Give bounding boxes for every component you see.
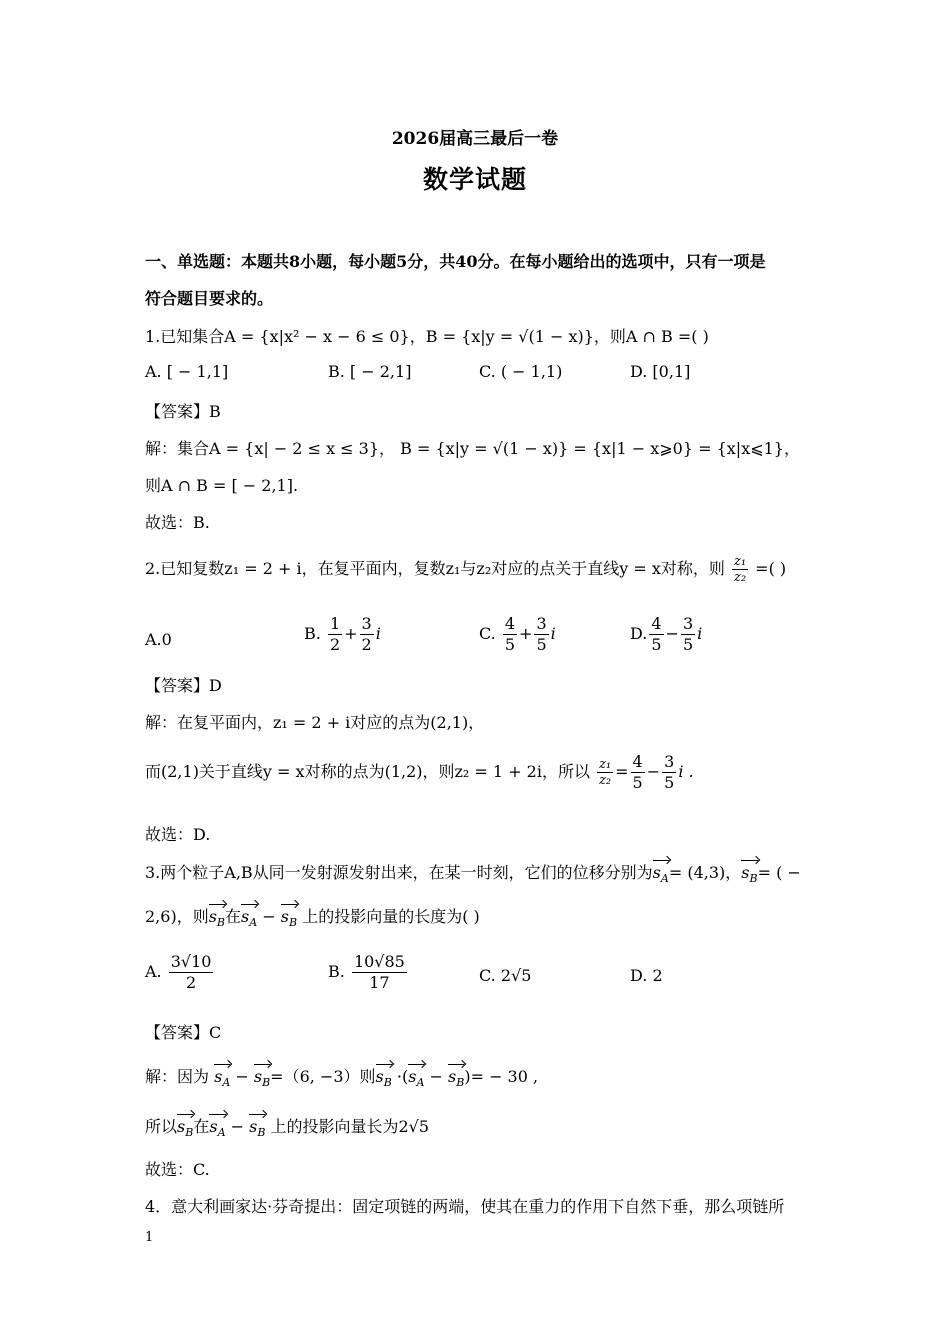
q2-option-c-frac1 xyxy=(503,614,517,655)
q3-option-c xyxy=(479,966,531,985)
q3-option-a-frac xyxy=(169,952,214,993)
q1-solution-line2: 则A ∩ B = [ − 2,1]. xyxy=(145,476,299,495)
q2-solution-frac2 xyxy=(662,752,676,793)
q1-option-d: D. [0,1] xyxy=(630,362,691,381)
frac-den: z₂ xyxy=(599,773,612,788)
section-heading-line1: 一、单选题：本题共8小题，每小题5分，共40分。在每小题给出的选项中，只有一项是 xyxy=(145,252,766,271)
q2-option-d-frac1 xyxy=(649,614,663,655)
q3-option-a xyxy=(145,952,215,993)
q3-option-b-frac xyxy=(352,952,407,993)
q2-option-b xyxy=(304,614,381,655)
frac-num: 4 xyxy=(504,614,516,633)
vector-sa: $s_A$ xyxy=(408,1067,425,1090)
q3-stem-line1-tail: = (4,3)， xyxy=(668,863,742,882)
q2-stem xyxy=(145,554,786,585)
q2-option-d-tail: i xyxy=(697,624,703,643)
q2-choice: 故选：D. xyxy=(145,825,211,844)
q2-solution-line2-prefix: 而(2,1)关于直线y = x对称的点为(1,2)，则z₂ = 1 + 2i，所以 xyxy=(145,762,590,781)
q2-solution-frac1 xyxy=(631,752,645,793)
frac-den: 5 xyxy=(651,635,662,654)
q1-option-a: A. [ − 1,1] xyxy=(145,362,229,381)
exam-title: 数学试题 xyxy=(422,165,527,194)
q2-solution-line2 xyxy=(145,752,694,793)
q2-option-a: A.0 xyxy=(145,630,172,649)
q3-solution-line1: 解：因为 $s_A - s_B=(6$, −3）则$s_B \cdot(s_A - s_B)= - 30$ , xyxy=(145,1067,539,1090)
frac-den: 2 xyxy=(361,635,372,654)
q4-stem-line1: 4．意大利画家达·芬奇提出：固定项链的两端，使其在重力的作用下自然下垂，那么项链所 xyxy=(145,1197,785,1216)
frac-num: 3 xyxy=(536,614,547,633)
q3-solution-line1-tail: )= − 30 , xyxy=(464,1067,539,1086)
q3-stem-line2-mid: 在 xyxy=(225,907,242,926)
q3-option-b-label: B. xyxy=(328,962,345,981)
section-heading-line2: 符合题目要求的。 xyxy=(145,289,274,308)
q2-option-d-label: D. xyxy=(630,624,648,643)
q3-choice: 故选：C. xyxy=(145,1160,210,1179)
q2-option-c-tail: i xyxy=(550,624,556,643)
vector-sa: $s_A$ xyxy=(241,907,258,930)
q3-option-d-value: 2 xyxy=(652,966,663,985)
frac-den: 5 xyxy=(682,635,694,654)
q2-option-c-frac2 xyxy=(534,614,548,655)
frac-num: 3√10 xyxy=(170,952,212,971)
frac-num: 4 xyxy=(651,614,662,633)
q3-option-c-value: 2√5 xyxy=(500,966,532,985)
q3-solution-line1-mid: =（6, −3）则 xyxy=(270,1067,376,1086)
q2-option-b-label: B. xyxy=(304,624,321,643)
frac-num: 10√85 xyxy=(353,952,405,971)
vector-sb: $s_B$ xyxy=(375,1067,392,1090)
q2-answer: 【答案】D xyxy=(145,676,222,695)
q3-stem-line2-suffix: 上的投影向量的长度为( ) xyxy=(302,907,480,926)
frac-den: 5 xyxy=(536,635,547,654)
q3-solution-line2-tail: 上的投影向量长为2√5 xyxy=(270,1117,430,1136)
q3-solution-line2-mid: 在 xyxy=(193,1117,210,1136)
vector-sa: $s_A$ xyxy=(652,863,669,886)
vector-sb: $s_B$ xyxy=(741,863,758,886)
q3-stem-line1-tail2: = ( − xyxy=(757,863,801,882)
frac-num: 4 xyxy=(632,752,643,771)
frac-den: 17 xyxy=(369,973,390,992)
vector-sb: $s_B$ xyxy=(280,907,298,930)
q3-option-c-label: C. xyxy=(479,966,496,985)
q2-stem-fraction xyxy=(732,554,748,585)
q3-solution-line2: 所以$s_B$在$s_A - s_B$ 上的投影向量长为2√5 xyxy=(145,1117,430,1140)
q2-option-c-op: + xyxy=(519,624,533,643)
q3-solution-line2-prefix: 所以 xyxy=(145,1117,178,1136)
vector-sa: $s_A$ xyxy=(209,1117,226,1140)
q2-solution-line1: 解：在复平面内，z₁ = 2 + i对应的点为(2,1)， xyxy=(145,713,485,732)
q2-frac-num: z₁ xyxy=(734,554,747,569)
q2-option-d-frac2 xyxy=(681,614,695,655)
vector-sa: $s_A$ xyxy=(214,1067,231,1090)
q1-choice: 故选：B. xyxy=(145,513,210,532)
frac-den: 2 xyxy=(329,635,341,654)
q1-option-b: B. [ − 2,1] xyxy=(328,362,412,381)
frac-num: 3 xyxy=(361,614,372,633)
exam-subtitle: 2026届高三最后一卷 xyxy=(391,129,559,149)
frac-num: 3 xyxy=(664,752,675,771)
q2-option-b-tail: i xyxy=(375,624,381,643)
q2-solution-op: − xyxy=(646,762,661,781)
q3-option-a-label: A. xyxy=(145,962,162,981)
vector-sb: $s_B$ xyxy=(208,907,226,930)
q2-option-b-frac1 xyxy=(328,614,342,655)
frac-den: 5 xyxy=(504,635,516,654)
frac-num: 1 xyxy=(329,614,341,633)
q3-option-d xyxy=(630,966,663,985)
frac-den: 5 xyxy=(632,773,643,792)
q3-option-d-label: D. xyxy=(630,966,648,985)
q2-option-d xyxy=(630,614,702,655)
q1-answer: 【答案】B xyxy=(145,402,221,421)
q2-option-c-label: C. xyxy=(479,624,496,643)
q2-option-b-op: + xyxy=(344,624,358,643)
q2-stem-suffix: =( ) xyxy=(755,559,787,578)
q2-solution-tail: i . xyxy=(678,762,694,781)
frac-num: z₁ xyxy=(599,757,612,772)
q3-stem-line1-text: 3.两个粒子A,B从同一发射源发射出来，在某一时刻，它们的位移分别为 xyxy=(145,863,653,882)
page-number: 1 xyxy=(145,1230,154,1245)
q3-stem-line2-prefix: 2,6)，则 xyxy=(145,907,209,926)
vector-sb: $s_B$ xyxy=(448,1067,465,1090)
vector-sb: $s_B$ xyxy=(253,1067,271,1090)
frac-den: 2 xyxy=(186,973,197,992)
q1-stem: 1.已知集合A = {x|x² − x − 6 ≤ 0}，B = {x|y = √(1 − x)}，则A ∩ B =( ) xyxy=(145,327,709,346)
q2-solution-fraction xyxy=(597,757,613,788)
q3-option-b xyxy=(328,952,409,993)
q3-stem-line2: 2,6)，则$s_B$在$s_A - s_B$ 上的投影向量的长度为( ) xyxy=(145,907,480,930)
q3-stem-line1 xyxy=(145,860,801,885)
q3-answer: 【答案】C xyxy=(145,1023,222,1042)
vector-sb: $s_B$ xyxy=(249,1117,266,1140)
vector-sb: $s_B$ xyxy=(177,1117,194,1140)
q1-solution-line1: 解：集合A = {x| − 2 ≤ x ≤ 3}， B = {x|y = √(1 − x)} = {x|1 − x⩾0} = {x|x⩽1}， xyxy=(145,439,800,458)
q2-option-d-op: − xyxy=(665,624,679,643)
q2-stem-prefix: 2.已知复数z₁ = 2 + i，在复平面内，复数z₁与z₂对应的点关于直线y = x对称，则 xyxy=(145,559,725,578)
q2-option-c xyxy=(479,614,556,655)
frac-num: 3 xyxy=(682,614,694,633)
frac-den: 5 xyxy=(664,773,675,792)
q2-option-b-frac2 xyxy=(360,614,374,655)
q2-solution-eq: = xyxy=(615,762,629,781)
q2-frac-den: z₂ xyxy=(734,570,747,585)
q3-solution-line1-prefix: 解：因为 xyxy=(145,1067,210,1086)
q1-option-c: C. ( − 1,1) xyxy=(479,362,563,381)
